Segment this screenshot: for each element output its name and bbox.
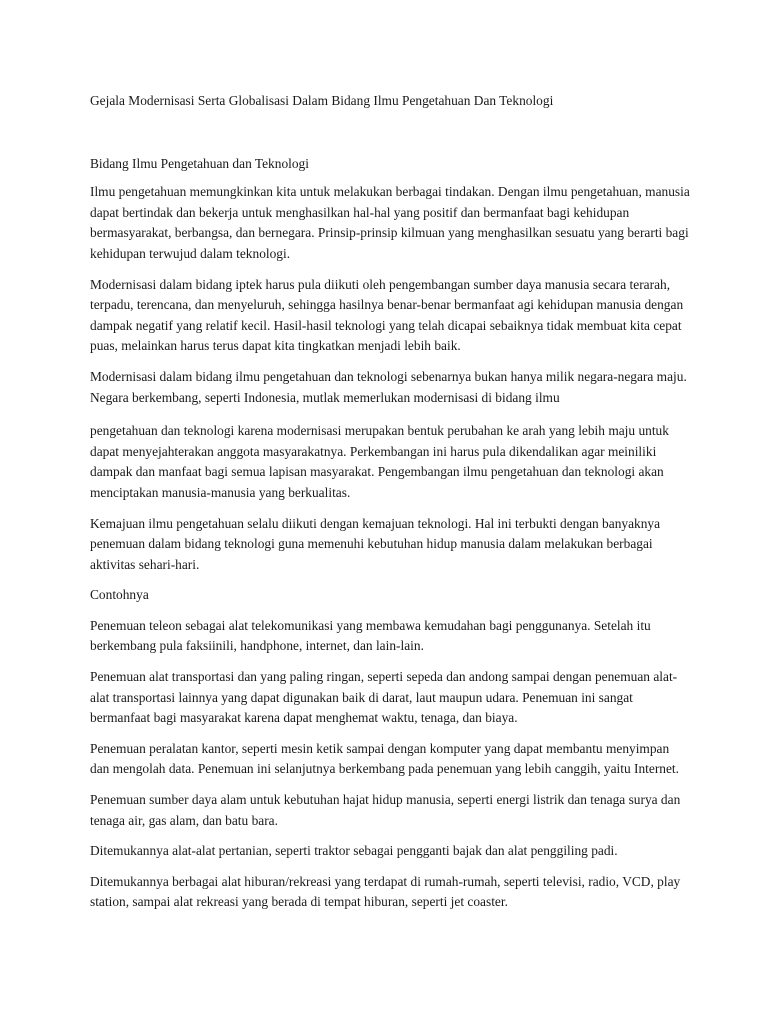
paragraph-negara-berkembang: Modernisasi dalam bidang ilmu pengetahuan dan teknologi sebenarnya bukan hanya milik negara-negara maju. Negara berkembang, seperti Indonesia, mutlak memerlukan modernisasi di bidang ilmu <box>90 368 687 405</box>
paragraph-menyejahterakan: pengetahuan dan teknologi karena modernisasi merupakan bentuk perubahan ke arah yang lebih maju untuk dapat menyejahterakan anggota masyarakatnya. Perkembangan ini harus pula dikendalikan agar meiniliki dampak dan manfaat bagi semua lapisan masyarakat. Pengembangan ilmu pengetahuan dan teknologi akan menciptakan manusia-manusia yang berkualitas. <box>90 423 669 500</box>
paragraph-modernisasi-iptek: Modernisasi dalam bidang iptek harus pula diikuti oleh pengembangan sumber daya manusia secara terarah, terpadu, terencana, dan menyeluruh, sehingga hasilnya benar-benar bermanfaat agi kehidupan manusia dengan dampak negatif yang relatif kecil. Hasil-hasil teknologi yang telah dicapai sebaiknya tidak membuat kita cepat puas, melainkan harus terus dapat kita tingkatkan menjadi lebih baik. <box>90 276 684 354</box>
paragraph-penemuan-transportasi: Penemuan alat transportasi dan yang paling ringan, seperti sepeda dan andong sampai dengan penemuan alat-alat transportasi lainnya yang dapat digunakan baik di darat, laut maupun udara. Penemuan ini sangat bermanfaat bagi masyarakat karena dapat menghemat waktu, tenaga, dan biaya. <box>90 669 678 726</box>
document-title: Gejala Modernisasi Serta Globalisasi Dalam Bidang Ilmu Pengetahuan Dan Teknologi <box>90 93 554 108</box>
section-heading: Bidang Ilmu Pengetahuan dan Teknologi <box>90 155 309 171</box>
paragraph-ilmu-pengetahuan: Ilmu pengetahuan memungkinkan kita untuk melakukan berbagai tindakan. Dengan ilmu pengetahuan, manusia dapat bertindak dan bekerja untuk menghasilkan hal-hal yang positif dan bermanfaat bagi kehidupan bermasyarakat, berbangsa, dan bernegara. Prinsip-prinsip kilmuan yang menghasilkan sesuatu yang berarti bagi kehidupan terwujud dalam teknologi. <box>90 184 690 261</box>
document-content <box>90 91 690 923</box>
paragraph-penemuan-telepon: Penemuan teleon sebagai alat telekomunikasi yang membawa kemudahan bagi penggunanya. Setelah itu berkembang pula faksiinili, handphone, internet, dan lain-lain. <box>90 617 651 654</box>
paragraph-alat-hiburan: Ditemukannya berbagai alat hiburan/rekreasi yang terdapat di rumah-rumah, seperti televisi, radio, VCD, play station, sampai alat rekreasi yang berada di tempat hiburan, seperti jet coaster. <box>90 873 681 910</box>
paragraph-kemajuan-ilmu: Kemajuan ilmu pengetahuan selalu diikuti dengan kemajuan teknologi. Hal ini terbukti dengan banyaknya penemuan dalam bidang teknologi guna memenuhi kebutuhan hidup manusia dalam melakukan berbagai aktivitas sehari-hari. <box>90 515 661 572</box>
paragraph-penemuan-peralatan-kantor: Penemuan peralatan kantor, seperti mesin ketik sampai dengan komputer yang dapat membantu menyimpan dan mengolah data. Penemuan ini selanjutnya berkembang pada penemuan yang lebih canggih, yaitu Internet. <box>90 740 679 777</box>
paragraph-penemuan-sumber-daya: Penemuan sumber daya alam untuk kebutuhan hajat hidup manusia, seperti energi listrik dan tenaga surya dan tenaga air, gas alam, dan batu bara. <box>90 792 681 828</box>
paragraph-alat-pertanian: Ditemukannya alat-alat pertanian, seperti traktor sebagai pengganti bajak dan alat penggiling padi. <box>90 843 618 859</box>
paragraph-contohnya: Contohnya <box>90 587 149 603</box>
